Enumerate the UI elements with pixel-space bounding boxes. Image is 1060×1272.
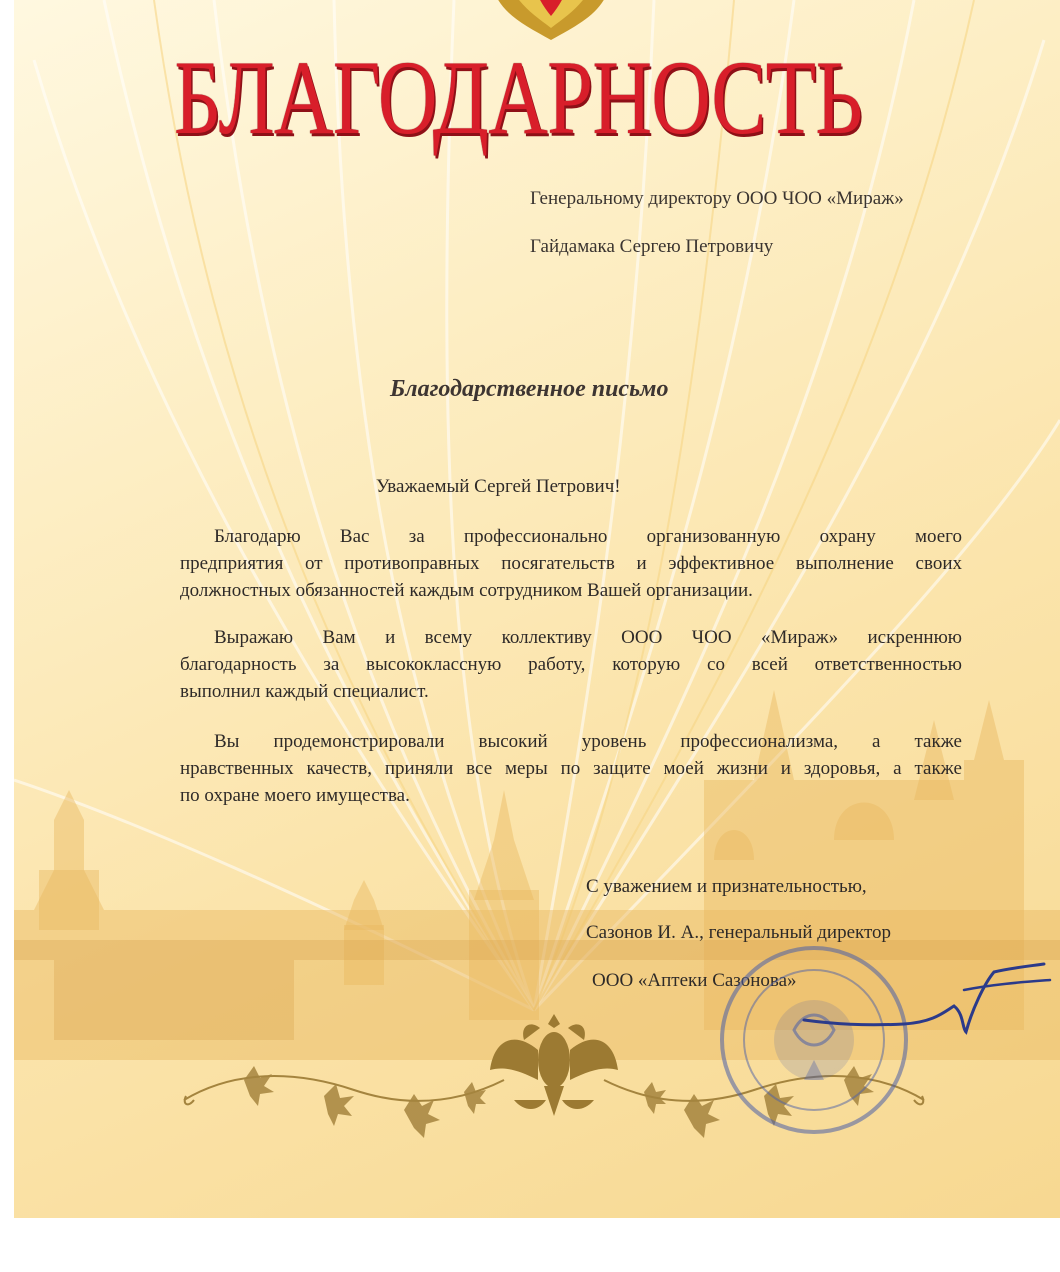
company-line: ООО «Аптеки Сазонова» bbox=[592, 970, 797, 991]
paragraph-line: Благодарю Вас за профессионально организованную охрану моего bbox=[214, 526, 962, 547]
letter-title: Благодарственное письмо bbox=[390, 376, 669, 402]
paragraph-line: должностных обязанностей каждым сотрудником Вашей организации. bbox=[180, 580, 753, 601]
signer-line: Сазонов И. А., генеральный директор bbox=[586, 922, 892, 943]
addressee-name: Гайдамака Сергею Петровичу bbox=[530, 236, 774, 257]
greeting: Уважаемый Сергей Петрович! bbox=[376, 476, 621, 497]
paragraph-line: предприятия от противоправных посягательств и эффективное выполнение своих bbox=[180, 553, 962, 574]
paragraph-line: благодарность за высококлассную работу, которую со всей ответственностью bbox=[180, 654, 962, 675]
paragraph-line: Вы продемонстрировали высокий уровень профессионализма, а также bbox=[214, 731, 962, 752]
closing-line: С уважением и признательностью, bbox=[586, 876, 867, 897]
paragraph-line: по охране моего имущества. bbox=[180, 785, 410, 806]
paragraph-1 bbox=[180, 523, 962, 604]
certificate-sheet bbox=[14, 0, 1060, 1218]
paragraph-3 bbox=[180, 728, 962, 809]
paragraph-2 bbox=[180, 624, 962, 705]
handwritten-signature bbox=[794, 950, 1054, 1050]
paragraph-line: нравственных качеств, приняли все меры по защите моей жизни и здоровья, а также bbox=[180, 758, 962, 779]
paragraph-line: Выражаю Вам и всему коллективу ООО ЧОО «Мираж» искреннюю bbox=[214, 627, 962, 648]
paragraph-line: выполнил каждый специалист. bbox=[180, 681, 429, 702]
certificate-title: БЛАГОДАРНОСТЬ bbox=[174, 39, 863, 156]
addressee-position: Генеральному директору ООО ЧОО «Мираж» bbox=[530, 188, 904, 209]
